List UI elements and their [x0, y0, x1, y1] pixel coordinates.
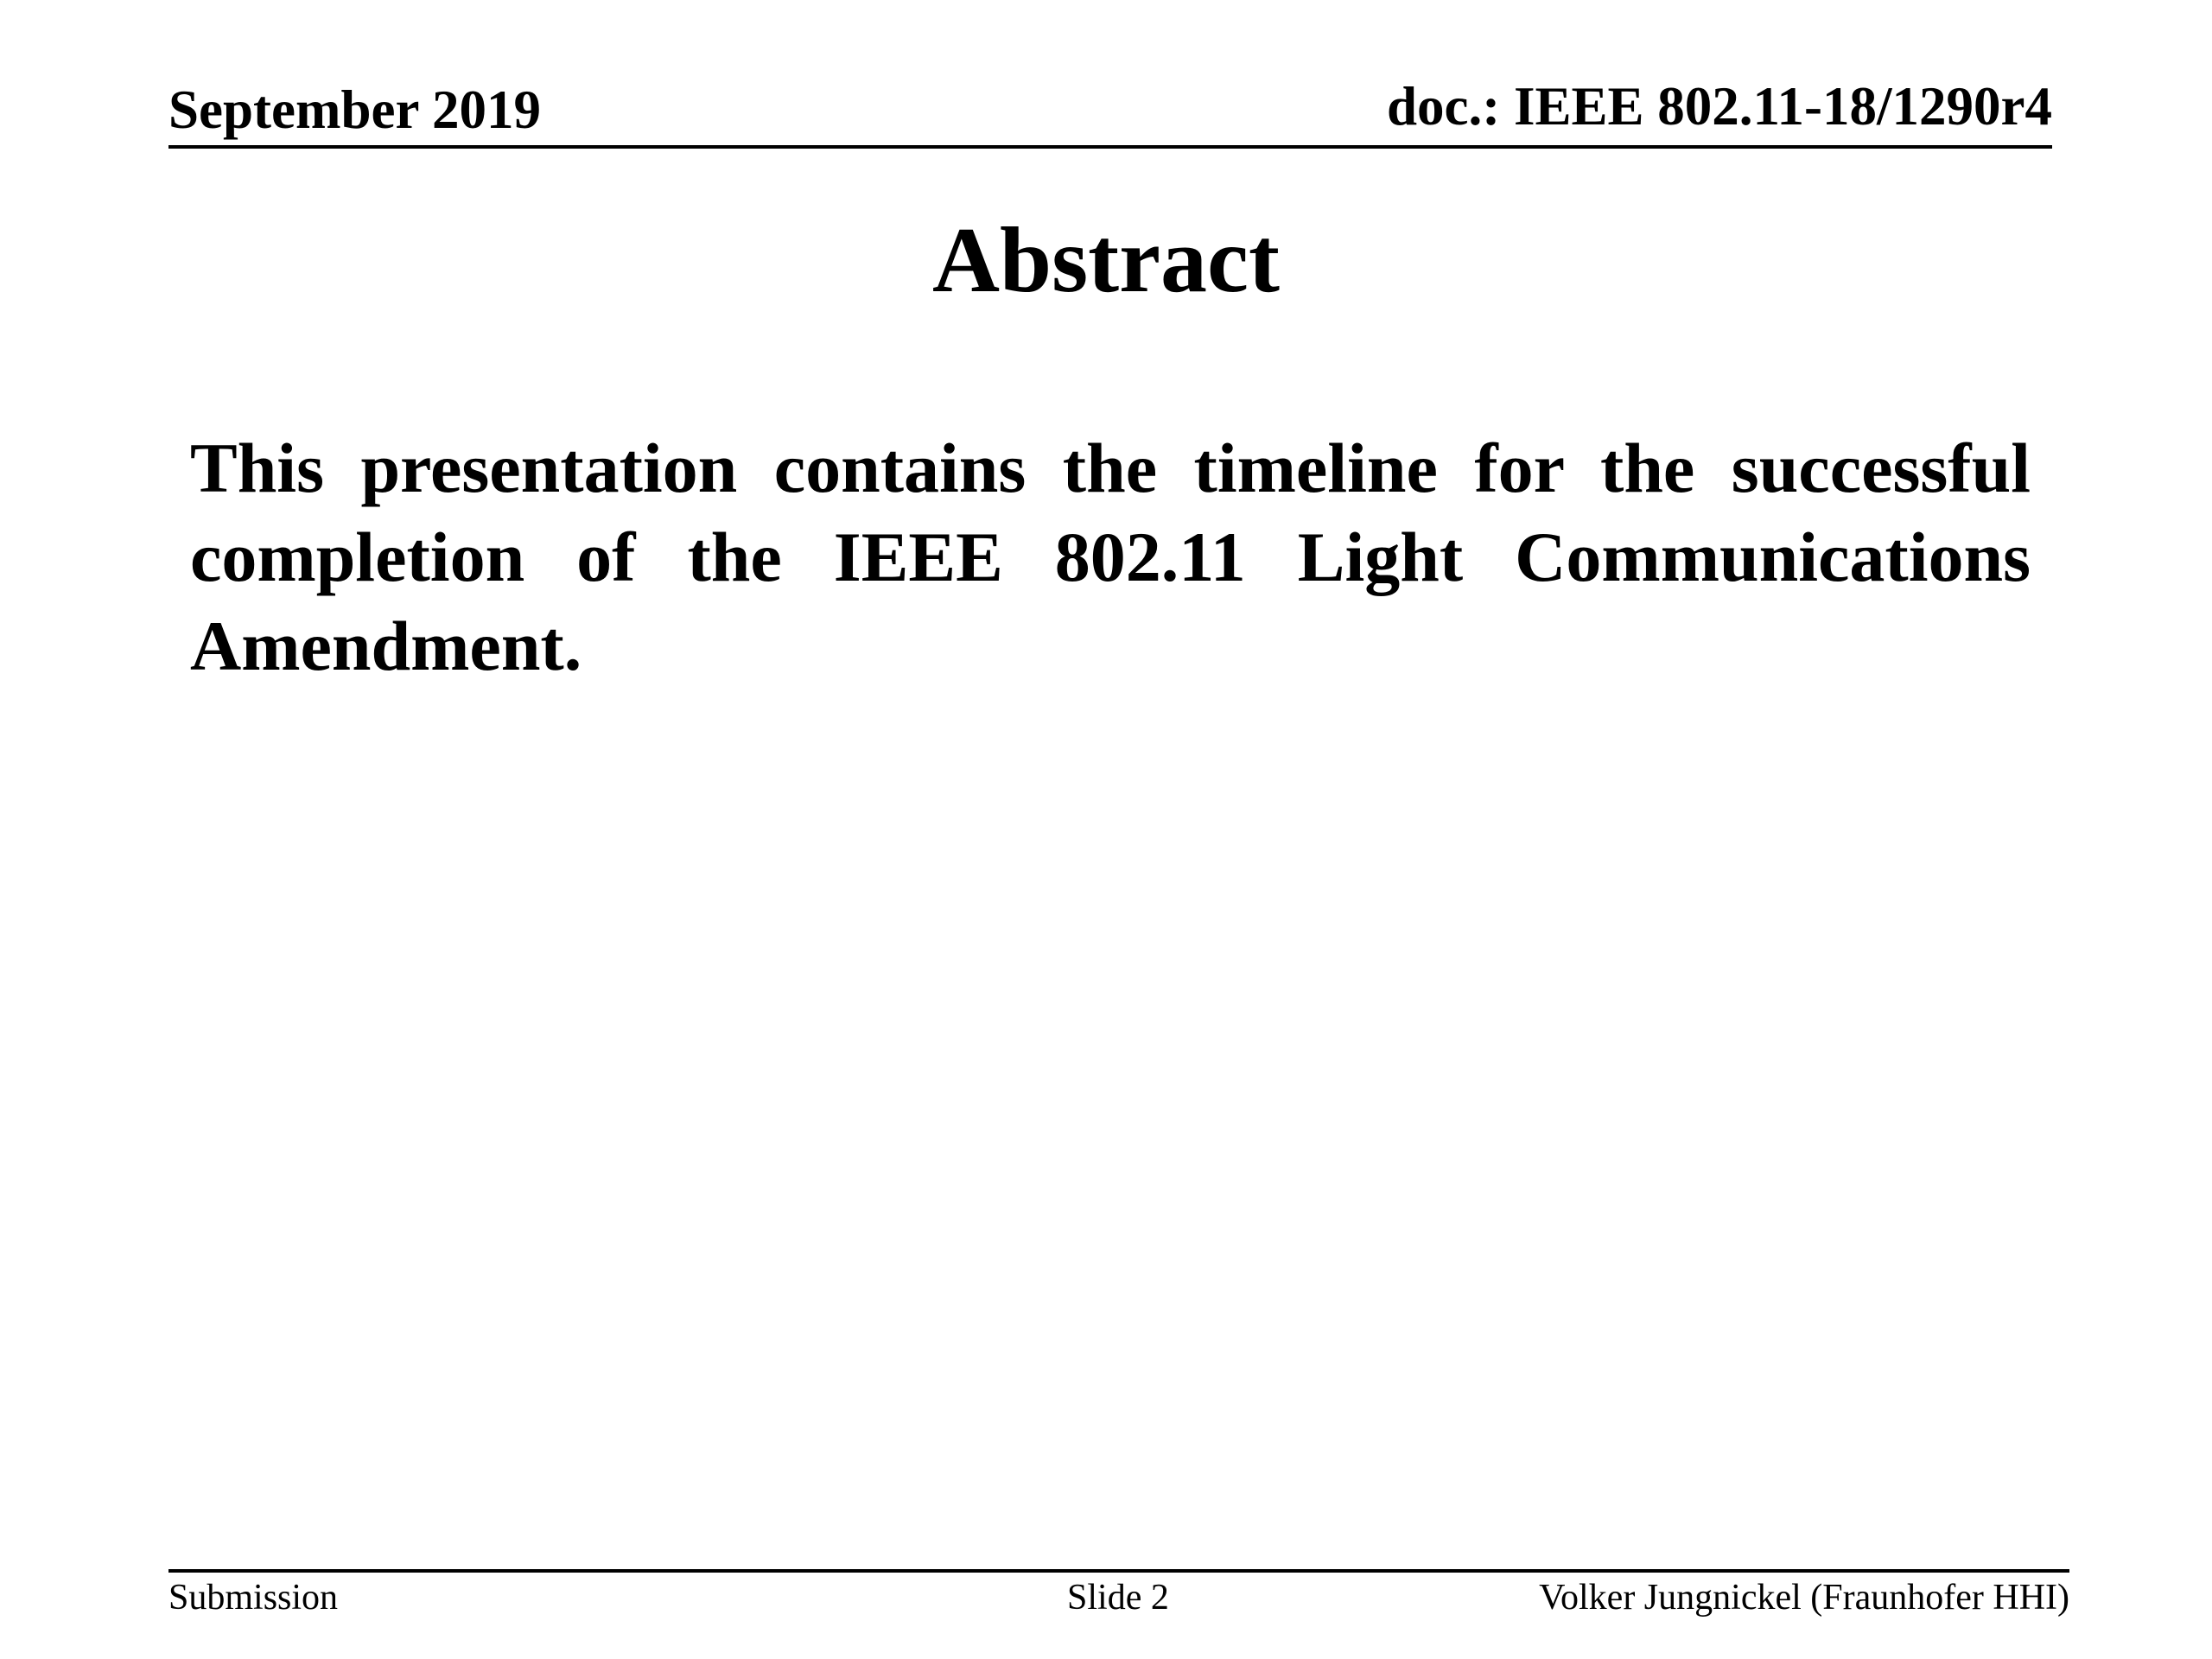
header-divider [168, 145, 2052, 149]
header-document-id: doc.: IEEE 802.11-18/1290r4 [1386, 76, 2052, 137]
slide-body-text: This presentation contains the timeline for the successful completion of the IEEE 802.11 Light Communications Amendment. [190, 429, 2031, 685]
header-date: September 2019 [168, 79, 542, 140]
footer-divider [168, 1569, 2069, 1573]
slide-title: Abstract [932, 209, 1280, 312]
footer-slide-number: Slide 2 [1067, 1578, 1169, 1618]
footer-author: Volker Jungnickel (Fraunhofer HHI) [1539, 1578, 2069, 1618]
footer-submission: Submission [168, 1578, 339, 1618]
